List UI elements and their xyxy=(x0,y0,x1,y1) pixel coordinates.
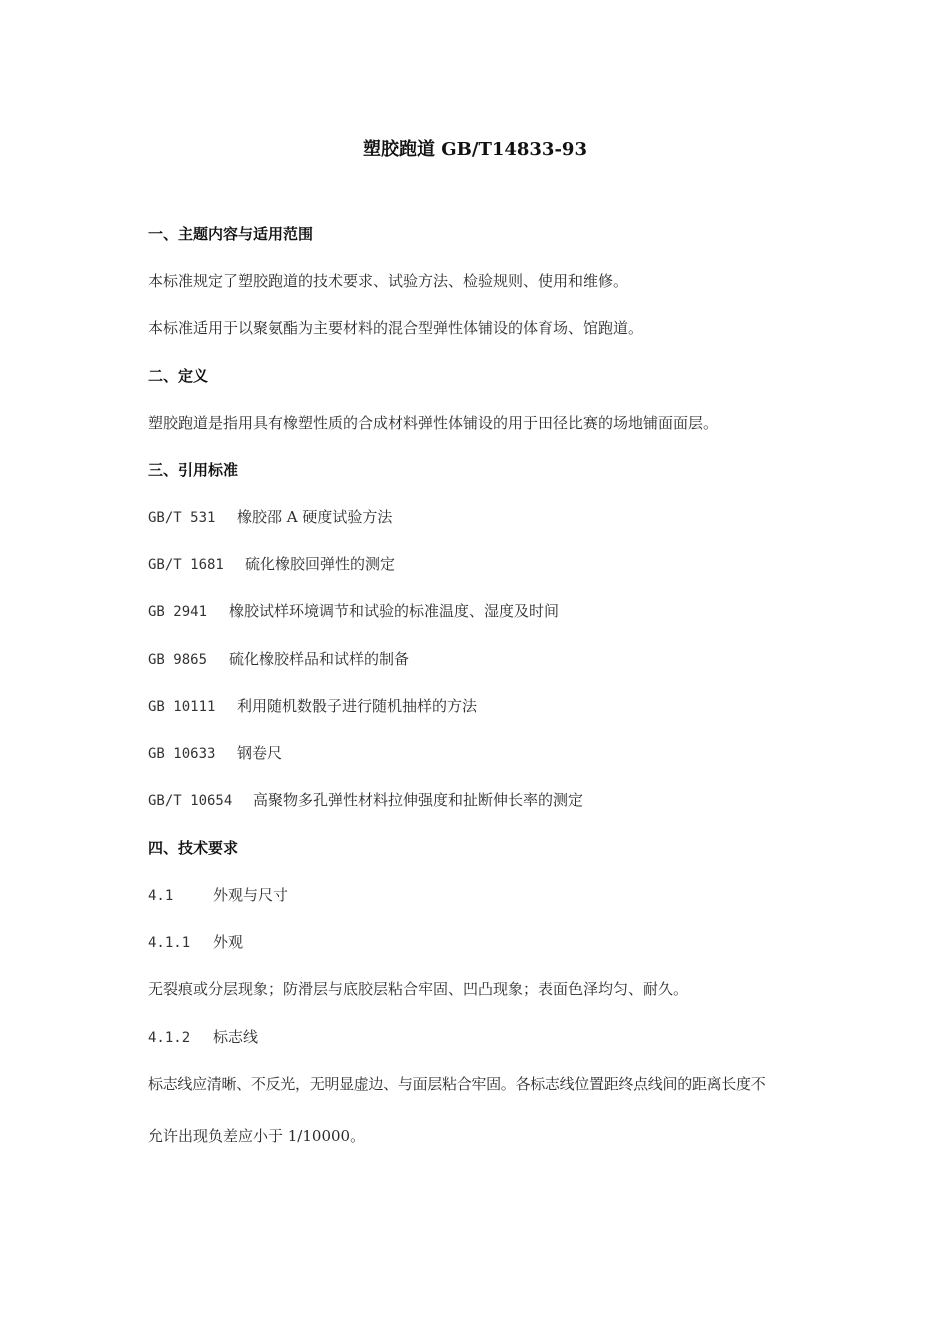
section-heading-definition: 二、定义 xyxy=(148,367,209,385)
clause-number: 4.1 xyxy=(148,888,174,904)
clause-heading xyxy=(148,885,288,906)
section-heading-scope: 一、主题内容与适用范围 xyxy=(148,225,314,243)
reference-title: 钢卷尺 xyxy=(237,744,283,762)
reference-code: GB 2941 xyxy=(148,604,208,620)
clause-title: 外观 xyxy=(213,933,244,951)
section-heading-references: 三、引用标准 xyxy=(148,461,239,479)
paragraph-definition: 塑胶跑道是指用具有橡塑性质的合成材料弹性体铺设的用于田径比赛的场地铺面面层。 xyxy=(148,414,719,432)
clause-title: 标志线 xyxy=(213,1028,259,1046)
reference-code: GB/T 531 xyxy=(148,510,216,526)
clause-title: 外观与尺寸 xyxy=(213,886,289,904)
reference-item xyxy=(148,507,392,528)
paragraph-appearance: 无裂痕或分层现象；防滑层与底胶层粘合牢固、凹凸现象；表面色泽均匀、耐久。 xyxy=(148,980,689,998)
reference-code: GB/T 1681 xyxy=(148,557,224,573)
reference-title: 高聚物多孔弹性材料拉伸强度和扯断伸长率的测定 xyxy=(253,791,584,809)
reference-code: GB 10111 xyxy=(148,699,216,715)
clause-number: 4.1.2 xyxy=(148,1030,191,1046)
reference-item xyxy=(148,790,583,811)
paragraph-scope-1: 本标准规定了塑胶跑道的技术要求、试验方法、检验规则、使用和维修。 xyxy=(148,272,629,290)
reference-title: 硫化橡胶回弹性的测定 xyxy=(245,555,396,573)
reference-code: GB/T 10654 xyxy=(148,793,233,809)
reference-item xyxy=(148,649,409,670)
reference-item xyxy=(148,554,395,575)
clause-number: 4.1.1 xyxy=(148,935,191,951)
reference-code: GB 9865 xyxy=(148,652,208,668)
reference-title: 橡胶试样环境调节和试验的标准温度、湿度及时间 xyxy=(229,602,560,620)
reference-title: 橡胶邵 A 硬度试验方法 xyxy=(237,508,393,526)
paragraph-marking-lines-2: 允许出现负差应小于 1/10000。 xyxy=(148,1127,366,1145)
reference-title: 硫化橡胶样品和试样的制备 xyxy=(229,650,410,668)
section-heading-requirements: 四、技术要求 xyxy=(148,839,239,857)
clause-heading xyxy=(148,932,243,953)
reference-code: GB 10633 xyxy=(148,746,216,762)
paragraph-marking-lines-1: 标志线应清晰、不反光，无明显虚边、与面层粘合牢固。各标志线位置距终点线间的距离长度不 xyxy=(148,1075,766,1093)
clause-heading xyxy=(148,1027,258,1048)
document-title: 塑胶跑道 GB/T14833-93 xyxy=(363,139,587,160)
reference-item xyxy=(148,743,282,764)
paragraph-scope-2: 本标准适用于以聚氨酯为主要材料的混合型弹性体铺设的体育场、馆跑道。 xyxy=(148,319,644,337)
reference-item xyxy=(148,696,477,717)
reference-title: 利用随机数骰子进行随机抽样的方法 xyxy=(237,697,478,715)
reference-item xyxy=(148,601,559,622)
